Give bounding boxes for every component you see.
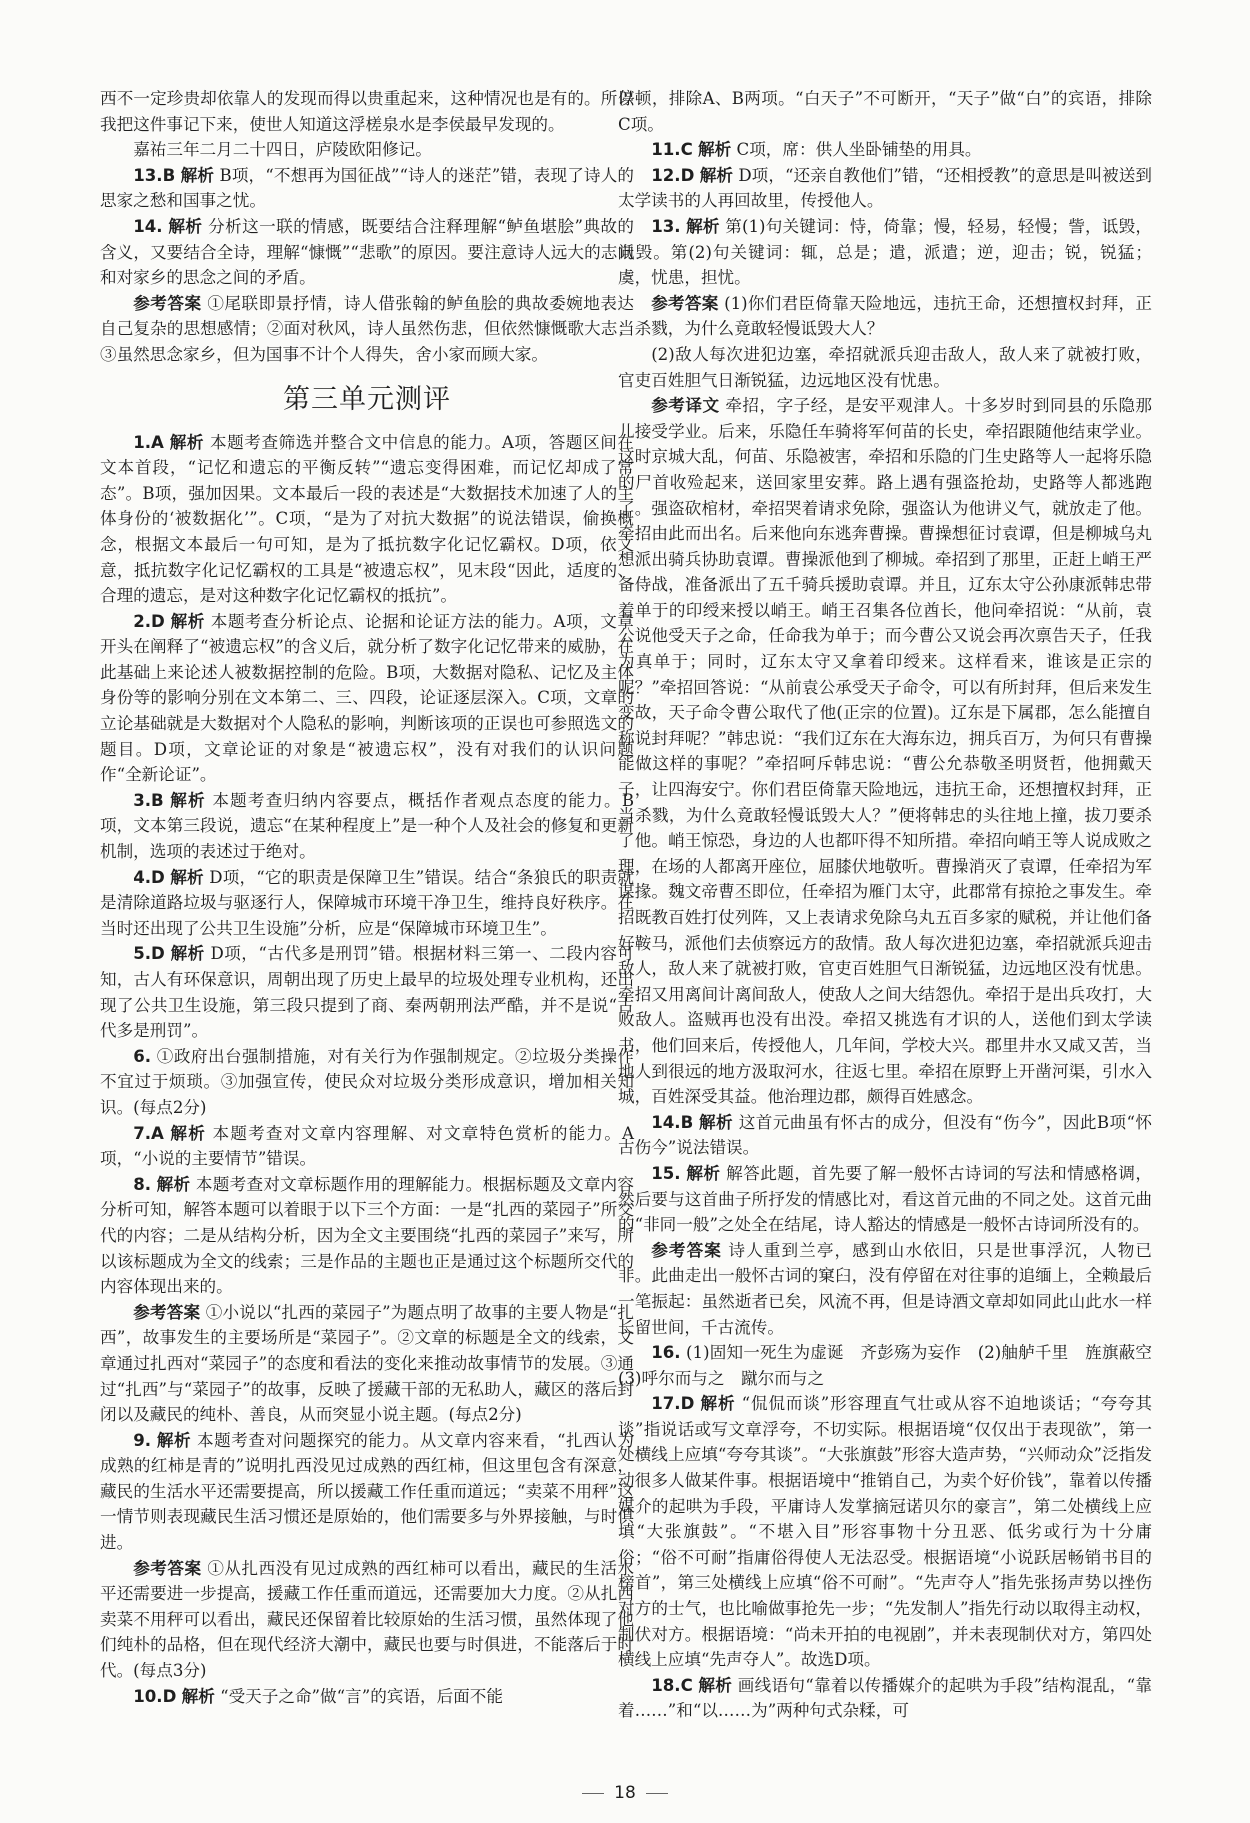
answer-item — [100, 788, 634, 865]
item-text: 第(1)句关键词：恃，倚靠；慢，轻易，轻慢；訾，诋毁，诋毁。第(2)句关键词：辄，总是；遣，派遣；逆，迎击；锐，锐猛；虞，忧患，担忧。 — [618, 216, 1153, 288]
item-number: 2.D — [133, 611, 165, 631]
item-text: C项，席：供人坐卧铺垫的用具。 — [736, 140, 982, 160]
footer-dash-left — [582, 1793, 604, 1794]
answer-item — [100, 1300, 634, 1428]
item-text: (2)敌人每次进犯边塞，牵招就派兵迎击敌人，敌人来了就被打败，官吏百姓胆气日渐锐猛，边远地区没有忧患。 — [618, 344, 1152, 390]
item-number: 12.D — [651, 165, 695, 185]
paragraph: 西不一定珍贵却依靠人的发现而得以贵重起来，这种情况也是有的。所以我把这件事记下来，使世人知道这浮槎泉水是李侯最早发现的。 — [100, 89, 634, 134]
item-text: 本题考查对问题探究的能力。从文章内容来看，“扎西认为成熟的红柿是青的”说明扎西没见过成熟的西红柿，但这里包含有深意，藏民的生活水平还需要提高，所以援藏工作任重而道远；“卖菜不用秤”这一情节则表现藏民生活习惯还是原始的，他们需要多与外界接触，与时俱进。 — [100, 1430, 635, 1553]
item-number: 9. — [133, 1430, 152, 1450]
item-number: 15. — [651, 1163, 681, 1183]
answer-item — [100, 609, 634, 788]
page-number: 18 — [614, 1783, 636, 1803]
answer-item — [618, 1673, 1152, 1724]
item-number: 13.B — [133, 165, 176, 185]
item-number: 17.D — [651, 1394, 695, 1414]
item-text: 本题考查筛选并整合文中信息的能力。A项，答题区间在文本首段，“记忆和遗忘的平衡反转”“遗忘变得困难，而记忆却成了常态”。B项，强加因果。文本最后一段的表述是“大数据技术加速了人的主体身份的‘被数据化’”。C项，“是为了对抗大数据”的说法错误，偷换概念，根据文本最后一句可知，是为了抵抗数字化记忆霸权。D项，依文意，抵抗数字化记忆霸权的工具是“被遗忘权”，见末段“因此，适度的、合理的遗忘，是对这种数字化记忆霸权的抵抗”。 — [100, 432, 635, 606]
item-text: 这首元曲虽有怀古的成分，但没有“伤今”，因此B项“怀古伤今”说法错误。 — [618, 1112, 1152, 1158]
answer-item — [618, 1238, 1152, 1340]
item-text: 本题考查归纳内容要点，概括作者观点态度的能力。B项，文本第三段说，遗忘“在某种程度上”是一种个人及社会的修复和更新机制，选项的表述过于绝对。 — [100, 790, 635, 862]
item-text: ①尾联即景抒情，诗人借张翰的鲈鱼脍的典故委婉地表达自己复杂的思想感情；②面对秋风，诗人虽然伤悲，但依然慷慨歌大志；③虽然思念家乡，但为国事不计个人得失，舍小家而顾大家。 — [100, 293, 635, 364]
answer-item — [100, 214, 634, 291]
right-items — [618, 86, 1169, 1724]
item-label: 解析 — [698, 1112, 733, 1132]
item-text: ①小说以“扎西的菜园子”为题点明了故事的主要人物是“扎西”，故事发生的主要场所是“菜园子”。②文章的标题是全文的线索，文章通过扎西对“菜园子”的态度和看法的变化来推动故事情节的发展。③通过“扎西”与“菜园子”的故事，反映了援藏干部的无私助人，藏区的落后封闭以及藏民的纯朴、善良，从而突显小说主题。(每点2分) — [100, 1302, 635, 1425]
item-text: 画线语句“靠着以传播媒介的起哄为手段”结构混乱，“靠着……”和“以……为”两种句式杂糅，可 — [618, 1675, 1153, 1721]
answer-item — [618, 86, 1152, 137]
answer-item — [100, 1121, 634, 1172]
footer-dash-right — [646, 1793, 668, 1794]
answer-item — [100, 1428, 634, 1556]
item-label: 解析 — [170, 790, 206, 810]
answer-item — [100, 941, 634, 1043]
answer-item — [618, 291, 1152, 342]
answer-item — [618, 1340, 1169, 1391]
item-text: 分析这一联的情感，既要结合注释理解“鲈鱼堪脍”典故的含义，又要结合全诗，理解“慷慨”“悲歌”的原因。要注意诗人远大的志向和对家乡的思念之间的矛盾。 — [100, 216, 635, 288]
item-label: 解析 — [698, 1675, 733, 1695]
item-label: 解析 — [170, 944, 205, 964]
item-number: 14. — [133, 216, 163, 236]
item-text: “侃侃而谈”形容理直气壮或从容不迫地谈话；“夸夸其谈”指说话或写文章浮夸，不切实际。根据语境“仅仅出于表现欲”，第一处横线上应填“夸夸其谈”。“大张旗鼓”形容大造声势，“兴师动众”泛指发动很多人做某件事。根据语境中“推销自己，为卖个好价钱”，靠着以传播媒介的起哄为手段，平庸诗人发掌摘冠诺贝尔的豪言”，第二处横线上应填“大张旗鼓”。“不堪入目”形容事物十分丑恶、低劣或行为十分庸俗；“俗不可耐”指庸俗得使人无法忍受。根据语境“小说跃居畅销书目的榜首”，第三处横线上应填“俗不可耐”。“先声夺人”指先张扬声势以挫伤对方的士气，也比喻做事抢先一步；“先发制人”指先行动以取得主动权，制伏对方。根据语境：“尚未开拍的电视剧”，并未表现制伏对方，第四处横线上应填“先声夺人”。故选D项。 — [618, 1394, 1152, 1670]
item-text: D项，“还亲自教他们”错，“还相授教”的意思是叫被送到太学读书的人再回故里，传授他人。 — [618, 165, 1152, 211]
item-label: 解析 — [698, 140, 732, 160]
item-text: ①政府出台强制措施，对有关行为作强制规定。②垃圾分类操作不宜过于烦琐。③加强宣传，使民众对垃圾分类形成意识，增加相关知识。(每点2分) — [100, 1046, 635, 1117]
answer-item — [100, 1172, 634, 1300]
answer-item — [100, 1684, 634, 1710]
item-text: 牵招，字子经，是安平观津人。十多岁时到同县的乐隐那儿接受学业。后来，乐隐任车骑将军何苗的长史，牵招跟随他结束学业。这时京城大乱，何苗、乐隐被害，牵招和乐隐的门生史路等人一起将乐隐的尸首收殓起来，送回家里安葬。路上遇有强盗抢劫，史路等人都逃跑了。强盗砍棺材，牵招哭着请求免除，强盗认为他讲义气，就放走了他。牵招由此而出名。后来他向东逃奔曹操。曹操想征讨袁谭，但是柳城乌丸想派出骑兵协助袁谭。曹操派他到了柳城。牵招到了那里，正赶上峭王严备侍战，准备派出了五千骑兵援助袁谭。并且，辽东太守公孙康派韩忠带着单于的印绶来授以峭王。峭王召集各位酋长，他问牵招说：“从前，袁公说他受天子之命，任命我为单于；而今曹公又说会再次禀告天子，任我为真单于；同时，辽东太守又拿着印绶来。这样看来，谁该是正宗的呢？”牵招回答说：“从前袁公承受天子命令，可以有所封拜，但后来发生变故，天子命令曹公取代了他(正宗的位置)。辽东是下属郡，怎么能擅自称说封拜呢？”韩忠说：“我们辽东在大海东边，拥兵百万，为何只有曹操能做这样的事呢？”牵招呵斥韩忠说：“曹公允恭敬圣明贤哲，他拥戴天子，让四海安宁。你们君臣倚靠天险地远，违抗王命，还想擅权封拜，正当杀戮，为什么竟敢轻慢诋毁大人？”便将韩忠的头往地上撞，拔刀要杀了他。峭王惊恐，身边的人也都吓得不知所措。牵招向峭王等人说成败之理，在场的人都离开座位，屈膝伏地敬听。曹操消灭了袁谭，任牵招为军谋掾。魏文帝曹丕即位，任牵招为雁门太守，此郡常有掠抢之事发生。牵招既教百姓打仗列阵，又上表请求免除乌丸五百多家的赋税，并让他们备好鞍马，派他们去侦察远方的敌情。敌人每次进犯边塞，牵招就派兵迎击敌人，敌人来了就被打败，官吏百姓胆气日渐锐猛，边远地区没有忧患。牵招又用离间计离间敌人，使敌人之间大结怨仇。牵招于是出兵攻打，大败敌人。盗贼再也没有出没。牵招又挑选有才识的人，送他们到太学读书，他们回来后，传授他人，几年间，学校大兴。郡里井水又咸又苦，当地人到很远的地方汲取河水，往返七里。牵招在原野上开凿河渠，引水入城，百姓深受其益。他治理边郡，颇得百姓感念。 — [618, 396, 1153, 1107]
answer-item — [618, 1161, 1152, 1238]
item-label: 解析 — [699, 165, 733, 185]
item-number: 16. — [651, 1343, 681, 1363]
item-number: 11.C — [651, 140, 693, 160]
item-number: 7.A — [133, 1123, 164, 1143]
answer-item — [100, 1556, 634, 1684]
item-number: 10.D — [133, 1686, 177, 1706]
item-label: 解析 — [180, 165, 215, 185]
item-number: 5.D — [133, 944, 165, 964]
item-text: D项，“它的职责是保障卫生”错误。结合“条狼氏的职责就是清除道路垃圾与驱逐行人，保障城市环境干净卫生，维持良好秩序。在当时还出现了公共卫生设施”分析，应是“保障城市环境卫生”。 — [100, 867, 635, 938]
answer-item — [618, 163, 1152, 214]
answer-item — [618, 1391, 1152, 1673]
item-label: 解析 — [156, 1430, 192, 1450]
item-text: 解答此题，首先要了解一般怀古诗词的写法和情感格调，然后要与这首曲子所抒发的情感比对，看这首元曲的不同之处。这首元曲的“非同一般”之处全在结尾，诗人豁达的情感是一般怀古诗词所没有的。 — [618, 1163, 1152, 1235]
item-text: 诗人重到兰亭，感到山水依旧，只是世事浮沉，人物已非。此曲走出一般怀古词的窠臼，没有停留在对往事的追缅上，全赖最后一笔振起：虽然逝者已矣，风流不再，但是诗酒文章却如同此山此水一样长留世间，千古流传。 — [618, 1240, 1153, 1337]
answer-item — [100, 1044, 634, 1121]
item-number: 14.B — [651, 1112, 694, 1132]
section-title: 第三单元测评 — [283, 383, 451, 415]
left-items-after — [100, 430, 634, 1710]
item-text: ①从扎西没有见过成熟的西红柿可以看出，藏民的生活水平还需要进一步提高，援藏工作任重而道远，还需要加大力度。②从扎西卖菜不用秤可以看出，藏民还保留着比较原始的生活习惯，虽然体现了他们纯朴的品格，但在现代经济大潮中，藏民也要与时俱进，不能落后于时代。(每点3分) — [100, 1558, 635, 1681]
item-label: 参考答案 — [651, 1240, 722, 1260]
item-label: 解析 — [169, 432, 205, 452]
item-number: 4.D — [133, 867, 165, 887]
item-text: 本题考查分析论点、论据和论证方法的能力。A项，文章开头在阐释了“被遗忘权”的含义后，就分析了数字化记忆带来的威胁，在此基础上来论述人被数据控制的危险。B项，大数据对隐私、记忆及主体身份等的影响分别在文本第二、三、四段，论证逐层深入。C项，文章的立论基础就是大数据对个人隐私的影响，判断该项的正误也可参照选文的题目。D项，文章论证的对象是“被遗忘权”，没有对我们的认识问题作“全新论证”。 — [100, 611, 635, 785]
answer-item — [618, 137, 1152, 163]
item-label: 解析 — [170, 611, 205, 631]
item-text: 本题考查对文章标题作用的理解能力。根据标题及文章内容分析可知，解答本题可以着眼于以下三个方面：一是“扎西的菜园子”所交代的内容；二是从结构分析，因为全文主要围绕“扎西的菜园子”来写，所以该标题成为全文的线索；三是作品的主题也正是通过这个标题所交代的内容体现出来的。 — [100, 1174, 635, 1297]
item-label: 解析 — [170, 867, 204, 887]
item-label: 参考答案 — [133, 293, 202, 313]
answer-item — [618, 1110, 1152, 1161]
item-number: 1.A — [133, 432, 164, 452]
item-label: 解析 — [181, 1686, 215, 1706]
item-text: 本题考查对文章内容理解、对文章特色赏析的能力。A项，“小说的主要情节”错误。 — [100, 1123, 635, 1169]
item-text: (1)固知一死生为虚诞 齐彭殇为妄作 (2)舳舻千里 旌旗蔽空 (3)呼尔而与之 蹴尔而与之 — [618, 1343, 1169, 1388]
answer-item — [100, 865, 634, 942]
item-label: 解析 — [168, 216, 203, 236]
item-number: 6. — [133, 1046, 152, 1066]
answer-item — [618, 393, 1152, 1110]
item-text: “受天子之命”做“言”的宾语，后面不能 — [220, 1686, 503, 1706]
item-number: 3.B — [133, 790, 164, 810]
item-number: 18.C — [651, 1675, 693, 1695]
answer-item — [618, 214, 1152, 291]
left-column — [100, 86, 634, 1709]
left-top-paragraphs — [100, 86, 634, 163]
item-text: B项，“不想再为国征战”“诗人的迷茫”错，表现了诗人的思家之愁和国事之忧。 — [100, 165, 634, 211]
item-label: 解析 — [686, 1163, 721, 1183]
page-footer — [0, 1783, 1250, 1803]
item-label: 参考答案 — [133, 1558, 202, 1578]
answer-item — [618, 342, 1152, 393]
answer-item — [100, 163, 634, 214]
item-number: 13. — [651, 216, 681, 236]
item-label: 参考答案 — [133, 1302, 201, 1322]
item-label: 解析 — [170, 1123, 207, 1143]
answer-item — [100, 291, 634, 368]
item-text: D项，“古代多是刑罚”错。根据材料三第一、二段内容可知，古人有环保意识，周朝出现了历史上最早的垃圾处理专业机构，还出现了公共卫生设施，第三段只提到了商、秦两朝刑法严酷，并不是说“古代多是刑罚”。 — [100, 944, 635, 1041]
item-number: 8. — [133, 1174, 152, 1194]
item-text: 停顿，排除A、B两项。“白天子”不可断开，“天子”做“白”的宾语，排除C项。 — [618, 89, 1152, 134]
item-label: 解析 — [686, 216, 720, 236]
left-items-before — [100, 163, 634, 368]
item-text: (1)你们君臣倚靠天险地远，违抗王命，还想擅权封拜，正当杀戮，为什么竟敢轻慢诋毁大人？ — [618, 293, 1152, 339]
item-label: 解析 — [700, 1394, 736, 1414]
answer-item — [100, 430, 634, 609]
item-label: 参考译文 — [651, 396, 720, 416]
paragraph: 嘉祐三年二月二十四日，庐陵欧阳修记。 — [133, 140, 432, 160]
right-column — [618, 86, 1169, 1724]
item-label: 解析 — [156, 1174, 191, 1194]
item-label: 参考答案 — [651, 293, 719, 313]
